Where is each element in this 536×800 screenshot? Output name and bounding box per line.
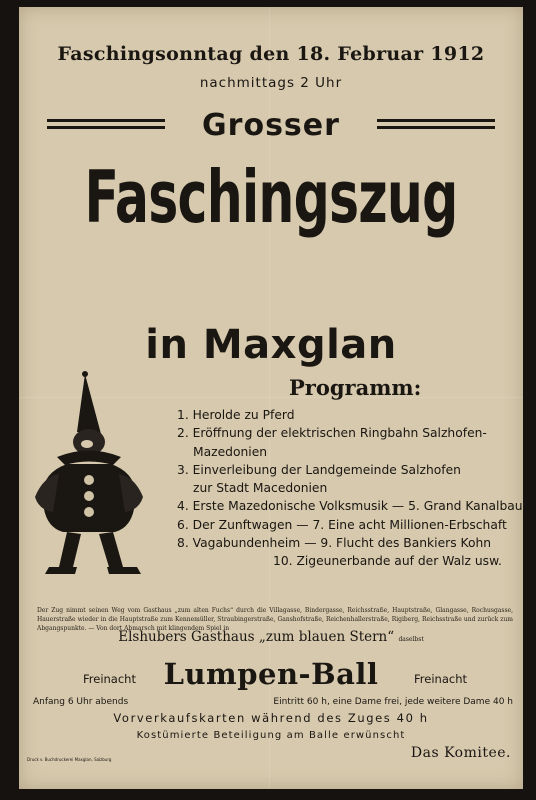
date-line: Faschingsonntag den 18. Februar 1912 xyxy=(57,43,485,65)
program-item: 6. Der Zunftwagen — 7. Eine acht Millionen-Erbschaft xyxy=(177,517,507,532)
program-item: 8. Vagabundenheim — 9. Flucht des Bankiers Kohn xyxy=(177,536,492,551)
start-time: Anfang 6 Uhr abends xyxy=(33,697,129,707)
gasthaus-name: Elshubers Gasthaus „zum blauen Stern“ xyxy=(118,629,395,645)
printer-imprint: Druck v. Buchdruckerei Maxglan, Salzburg xyxy=(27,757,112,762)
gasthaus-line xyxy=(19,629,523,645)
freinacht-right: Freinacht xyxy=(414,672,467,686)
freinacht-left: Freinacht xyxy=(83,672,136,686)
admission: Eintritt 60 h, eine Dame frei, jede weitere Dame 40 h xyxy=(273,697,513,707)
program-item: zur Stadt Macedonien xyxy=(193,481,328,496)
route-text: Der Zug nimmt seinen Weg vom Gasthaus „zum alten Fuchs“ durch die Villagasse, Bindergasse, Reichsstraße, Hauptstraße, Glangasse, Rochusgasse, Hauerstraße wieder in die Hauptstraße zum Kennemüller, Straubingerstraße, Ganshofstraße, Reichenhallerstraße, Rigiberg, Reichsstraße und zurück zum Abgangspunkte. — Von dort Abmarsch mit klingendem Spiel in xyxy=(37,607,513,632)
program-heading: Programm: xyxy=(289,375,422,400)
time-line: nachmittags 2 Uhr xyxy=(199,75,343,91)
committee-signature: Das Komitee. xyxy=(410,745,511,761)
location-title: in Maxglan xyxy=(145,322,397,368)
gasthaus-suffix: daselbst xyxy=(398,636,424,643)
presale-line: Vorverkaufskarten während des Zuges 40 h xyxy=(113,711,429,725)
program-item: 3. Einverleibung der Landgemeinde Salzhofen xyxy=(177,462,461,477)
program-list xyxy=(177,406,523,571)
program-item: 10. Zigeunerbande auf der Walz usw. xyxy=(273,554,502,569)
grosser-heading: Grosser xyxy=(202,108,340,143)
main-title: Faschingszug xyxy=(84,155,458,239)
lumpen-ball-title: Lumpen-Ball xyxy=(163,657,379,691)
program-item: 2. Eröffnung der elektrischen Ringbahn Salzhofen- xyxy=(177,426,487,441)
clown-illustration xyxy=(29,362,179,592)
program-item: 1. Herolde zu Pferd xyxy=(177,408,295,422)
program-item: 4. Erste Mazedonische Volksmusik — 5. Grand Kanalbau xyxy=(177,499,523,514)
costume-line: Kostümierte Beteiligung am Balle erwünscht xyxy=(136,730,406,741)
program-item: Mazedonien xyxy=(193,444,268,459)
poster xyxy=(19,7,523,789)
